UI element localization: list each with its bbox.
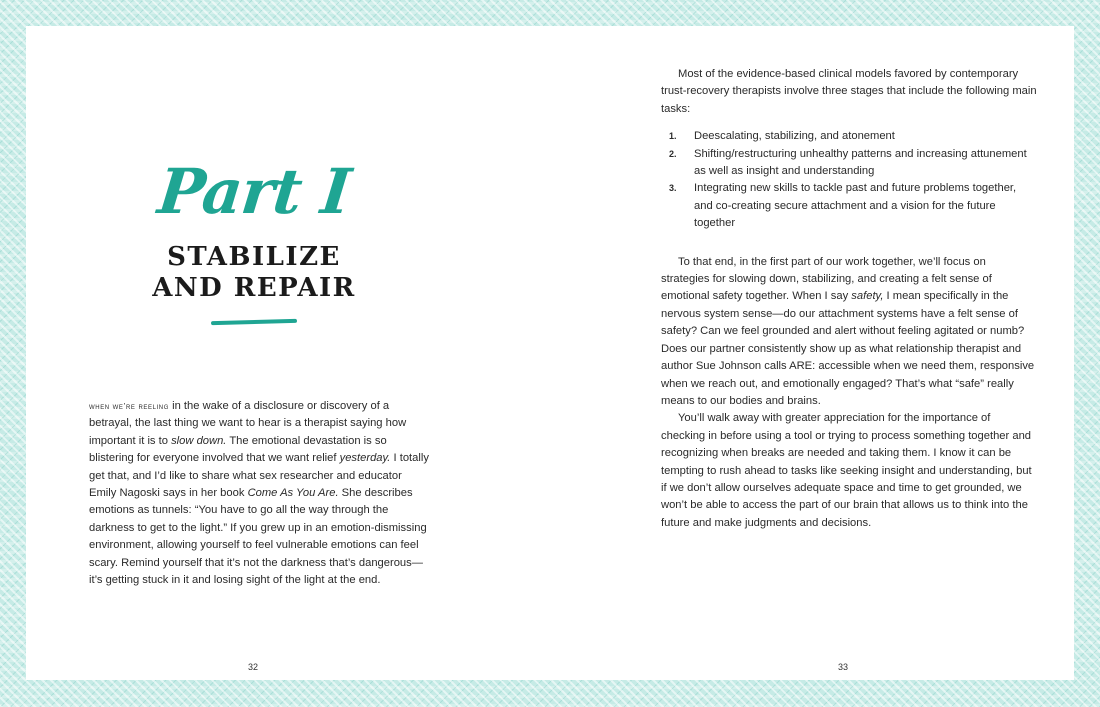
lead-in-smallcaps: when we’re reeling [89, 401, 169, 411]
page-number-left: 32 [248, 662, 259, 672]
paragraph-walk-away: You’ll walk away with greater appreciation for the importance of checking in before using a tool or trying to process something together and recognizing when breaks are needed and taking them. I know it can be tempting to rush ahead to tasks like seeking insight and understanding, but if we don’t allow ourselves adequate space and time to get grounded, we won’t be able to access the part of our brain that allows us to think into the future and make judgments and decisions. [661, 412, 1032, 529]
list-text: Deescalating, stabilizing, and atonement [694, 130, 895, 143]
part-label: Part I [154, 155, 354, 228]
book-spread [26, 26, 1074, 680]
part-title [26, 242, 482, 304]
right-body-text [661, 66, 1037, 532]
list-item [661, 128, 1037, 145]
body-segment: The emotional devastation is so blistering for everyone involved that we want relief [89, 434, 387, 465]
book-title-come-as-you-are: Come As You Are. [247, 487, 339, 500]
right-page [626, 26, 1074, 680]
intro-paragraph: Most of the evidence-based clinical models favored by contemporary trust-recovery therapists involve three stages that include the following main tasks: [661, 68, 1037, 115]
left-body-text [89, 398, 429, 589]
list-number: 2. [669, 148, 677, 159]
list-number: 3. [669, 183, 677, 194]
body-segment: I totally get that, and I’d like to share what sex researcher and educator Emily Nagoski says in her book [89, 452, 429, 500]
left-paragraph [89, 398, 429, 589]
list-text: Shifting/restructuring unhealthy patterns and increasing attunement as well as insight and understanding [694, 147, 1027, 178]
title-underline [211, 319, 297, 325]
part-title-line2: AND REPAIR [152, 273, 356, 303]
emphasis-safety: safety, [851, 290, 884, 303]
spacer [661, 244, 1037, 254]
body-segment: in the wake of a disclosure or discovery of a betrayal, the last thing we want to hear is a therapist saying how important it is to [89, 400, 407, 447]
paragraph-safety [661, 254, 1037, 411]
left-page [26, 26, 496, 680]
part-title-line1: STABILIZE [167, 242, 341, 272]
list-item [661, 146, 1037, 181]
task-list [661, 128, 1037, 232]
body-segment: She describes emotions as tunnels: “You have to go all the way through the darkness to get to the light.” If you grew up in an emotion-dismissing environment, allowing yourself to feel vulnerable emotions can feel scary. Remind yourself that it’s not the darkness that’s dangerous—it’s getting stuck in it and losing sight of the light at the end. [89, 487, 427, 587]
list-item [661, 180, 1037, 232]
emphasis-yesterday: yesterday. [339, 452, 391, 465]
body-segment: To that end, in the first part of our work together, we’ll focus on strategies for slowing down, stabilizing, and creating a felt sense of emotional safety together. When I say [661, 255, 992, 303]
list-number: 1. [669, 131, 677, 142]
list-text: Integrating new skills to tackle past and future problems together, and co-creating secure attachment and a vision for the future together [694, 182, 1017, 230]
page-number-right: 33 [838, 662, 849, 672]
body-segment: I mean specifically in the nervous system sense—do our attachment systems have a felt sense of safety? Can we feel grounded and alert without feeling agitated or numb? Does our partner consistently show up as what relationship therapist and author Sue Johnson calls ARE: accessible when we need them, responsive when we reach out, and emotionally engaged? That’s what “safe” really means to our bodies and brains. [661, 290, 1035, 407]
emphasis-slow-down: slow down. [171, 434, 227, 447]
